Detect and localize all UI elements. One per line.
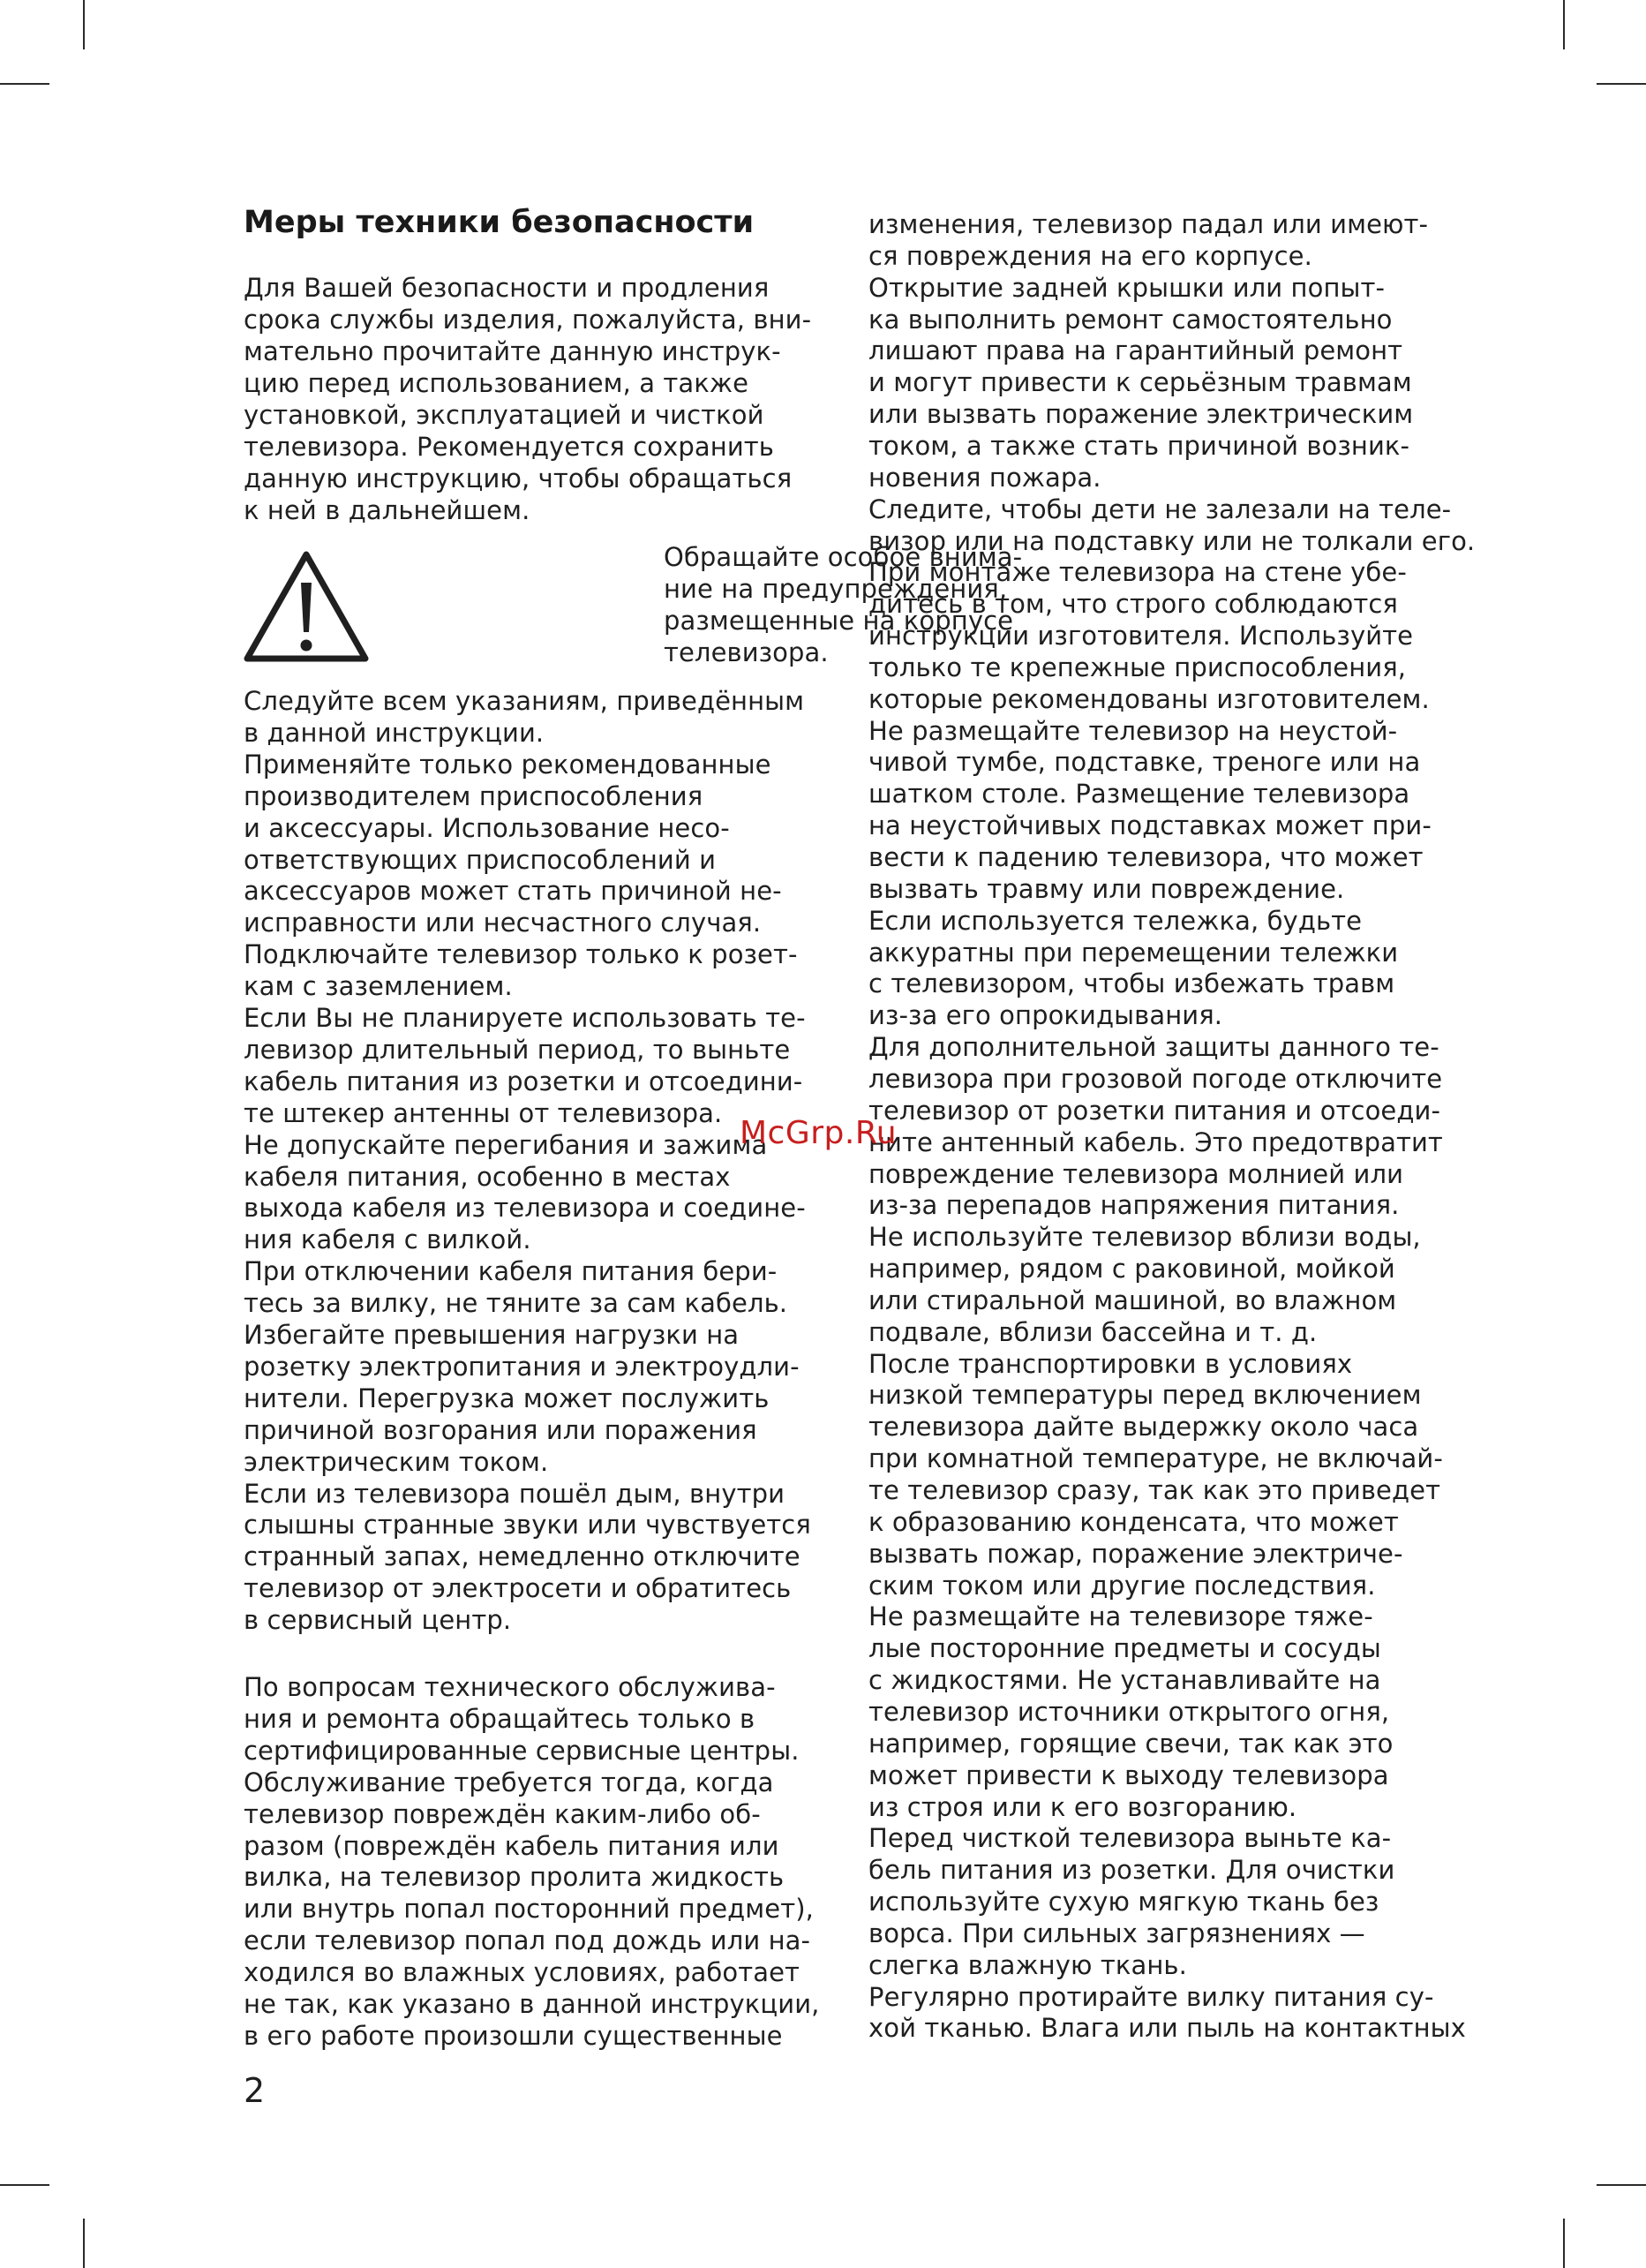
text-line: аксессуаров может стать причиной не- bbox=[244, 876, 782, 907]
text-line: визор или на подставку или не толкали его. bbox=[868, 525, 1476, 556]
text-line: Применяйте только рекомендованные bbox=[244, 749, 771, 780]
text-line: срока службы изделия, пожалуйста, вни- bbox=[244, 305, 812, 335]
crop-mark bbox=[0, 83, 49, 85]
page-number: 2 bbox=[244, 2071, 266, 2110]
text-line: телевизор повреждён каким-либо об- bbox=[244, 1798, 761, 1829]
text-line: Если из телевизора пошёл дым, внутри bbox=[244, 1478, 785, 1509]
text-line: левизора при грозовой погоде отключите bbox=[868, 1063, 1443, 1094]
text-line: изменения, телевизор падал или имеют- bbox=[868, 209, 1429, 239]
text-line: кабеля питания, особенно в местах bbox=[244, 1161, 731, 1192]
text-line: только те крепежные приспособления, bbox=[868, 652, 1407, 682]
text-line: из строя или к его возгоранию. bbox=[868, 1791, 1297, 1822]
text-line: низкой температуры перед включением bbox=[868, 1380, 1422, 1411]
text-line: из-за его опрокидывания. bbox=[868, 1000, 1223, 1031]
text-line: ся повреждения на его корпусе. bbox=[868, 240, 1312, 271]
text-line: на неустойчивых подставках может при- bbox=[868, 810, 1432, 841]
text-line: вести к падению телевизора, что может bbox=[868, 842, 1424, 872]
text-line: При отключении кабеля питания бери- bbox=[244, 1256, 778, 1287]
text-line: слегка влажную ткань. bbox=[868, 1949, 1187, 1980]
text-line: Регулярно протирайте вилку питания су- bbox=[868, 1981, 1434, 2012]
text-line: ния кабеля с вилкой. bbox=[244, 1224, 531, 1255]
text-line: ворса. При сильных загрязнениях — bbox=[868, 1918, 1365, 1948]
text-line: при комнатной температуре, не включай- bbox=[868, 1443, 1443, 1474]
text-line: повреждение телевизора молнией или bbox=[868, 1158, 1404, 1189]
text-line: хой тканью. Влага или пыль на контактных bbox=[868, 2013, 1466, 2044]
text-line: телевизор от электросети и обратитесь bbox=[244, 1573, 792, 1604]
text-line: те телевизор сразу, так как это приведет bbox=[868, 1475, 1441, 1505]
text-line: Обращайте особое внима- bbox=[664, 542, 1023, 572]
text-line: мательно прочитайте данную инструк- bbox=[244, 336, 781, 366]
text-line: цию перед использованием, а также bbox=[244, 368, 749, 398]
crop-mark bbox=[83, 2219, 85, 2268]
text-line: ходился во влажных условиях, работает bbox=[244, 1957, 800, 1988]
text-line: например, горящие свечи, так как это bbox=[868, 1728, 1394, 1759]
text-line: чивой тумбе, подставке, треноге или на bbox=[868, 747, 1421, 778]
crop-mark bbox=[1563, 0, 1565, 49]
text-line: подвале, вблизи бассейна и т. д. bbox=[868, 1316, 1318, 1347]
text-line: в данной инструкции. bbox=[244, 717, 545, 748]
text-line: вызвать травму или повреждение. bbox=[868, 873, 1345, 904]
text-line: По вопросам технического обслужива- bbox=[244, 1672, 776, 1702]
text-line: размещенные на корпусе bbox=[664, 606, 1014, 636]
crop-mark bbox=[1597, 83, 1646, 85]
text-line: слышны странные звуки или чувствуется bbox=[244, 1510, 811, 1541]
text-line: ответствующих приспособлений и bbox=[244, 844, 717, 875]
text-line: сертифицированные сервисные центры. bbox=[244, 1735, 800, 1766]
text-line: например, рядом с раковиной, мойкой bbox=[868, 1254, 1395, 1285]
text-line: Открытие задней крышки или попыт- bbox=[868, 272, 1386, 303]
text-line: ка выполнить ремонт самостоятельно bbox=[868, 304, 1393, 335]
text-line: кам с заземлением. bbox=[244, 971, 513, 1002]
text-line: не так, как указано в данной инструкции, bbox=[244, 1989, 820, 2019]
page-title: Меры техники безопасности bbox=[244, 205, 755, 240]
text-line: вилка, на телевизор пролита жидкость bbox=[244, 1862, 785, 1893]
text-line: в его работе произошли существенные bbox=[244, 2020, 783, 2051]
text-line: или стиральной машиной, во влажном bbox=[868, 1285, 1397, 1315]
text-line: тесь за вилку, не тяните за сам кабель. bbox=[244, 1288, 788, 1319]
text-line: данную инструкцию, чтобы обращаться bbox=[244, 463, 793, 494]
text-line: левизор длительный период, то выньте bbox=[244, 1034, 791, 1065]
text-line: Обслуживание требуется тогда, когда bbox=[244, 1767, 774, 1797]
crop-mark bbox=[0, 2184, 49, 2186]
text-line: новения пожара. bbox=[868, 462, 1101, 493]
text-line: Не используйте телевизор вблизи воды, bbox=[868, 1222, 1421, 1253]
text-line: Следите, чтобы дети не залезали на теле- bbox=[868, 494, 1452, 524]
text-line: аккуратны при перемещении тележки bbox=[868, 937, 1399, 968]
text-line: лые посторонние предметы и сосуды bbox=[868, 1633, 1381, 1664]
text-line: причиной возгорания или поражения bbox=[244, 1414, 757, 1445]
watermark: McGrp.Ru bbox=[740, 1115, 898, 1151]
text-line: инструкции изготовителя. Используйте bbox=[868, 621, 1414, 652]
text-line: или вызвать поражение электрическим bbox=[868, 399, 1414, 430]
text-line: шатком столе. Размещение телевизора bbox=[868, 779, 1410, 810]
crop-mark bbox=[83, 0, 85, 49]
text-line: телевизора. bbox=[664, 637, 829, 667]
text-line: производителем приспособления bbox=[244, 780, 703, 811]
text-line: телевизор источники открытого огня, bbox=[868, 1696, 1390, 1727]
text-line: с жидкостями. Не устанавливайте на bbox=[868, 1665, 1381, 1696]
text-line: бель питания из розетки. Для очистки bbox=[868, 1855, 1395, 1886]
text-line: телевизор от розетки питания и отсоеди- bbox=[868, 1095, 1441, 1126]
text-line: лишают права на гарантийный ремонт bbox=[868, 335, 1403, 366]
text-line: с телевизором, чтобы избежать травм bbox=[868, 968, 1395, 999]
text-line: те штекер антенны от телевизора. bbox=[244, 1097, 723, 1128]
text-line: Следуйте всем указаниям, приведённым bbox=[244, 686, 805, 716]
text-line: и могут привести к серьёзным травмам bbox=[868, 367, 1412, 398]
text-line: дитесь в том, что строго соблюдаются bbox=[868, 589, 1398, 620]
text-line: к ней в дальнейшем. bbox=[244, 495, 530, 525]
text-line: кабель питания из розетки и отсоедини- bbox=[244, 1066, 803, 1096]
warning-triangle-icon bbox=[242, 549, 371, 664]
text-line: установкой, эксплуатацией и чисткой bbox=[244, 400, 764, 430]
text-line: может привести к выходу телевизора bbox=[868, 1759, 1389, 1790]
text-line: ните антенный кабель. Это предотвратит bbox=[868, 1126, 1443, 1157]
text-line: из-за перепадов напряжения питания. bbox=[868, 1190, 1400, 1221]
text-line: розетку электропитания и электроудли- bbox=[244, 1351, 800, 1382]
text-line: Не размещайте телевизор на неустой- bbox=[868, 715, 1398, 746]
crop-mark bbox=[1563, 2219, 1565, 2268]
text-line: используйте сухую мягкую ткань без bbox=[868, 1887, 1379, 1918]
text-line: странный запах, немедленно отключите bbox=[244, 1541, 800, 1572]
text-line: Не размещайте на телевизоре тяже- bbox=[868, 1601, 1373, 1632]
text-line: ние на предупреждения, bbox=[664, 574, 1008, 604]
text-line: исправности или несчастного случая. bbox=[244, 908, 762, 938]
text-line: и аксессуары. Использование несо- bbox=[244, 812, 730, 843]
text-line: телевизора. Рекомендуется сохранить bbox=[244, 432, 774, 462]
text-line: если телевизор попал под дождь или на- bbox=[244, 1925, 811, 1956]
text-line: разом (повреждён кабель питания или bbox=[244, 1830, 779, 1861]
text-line: нители. Перегрузка может послужить bbox=[244, 1383, 770, 1413]
text-line: вызвать пожар, поражение электриче- bbox=[868, 1538, 1403, 1569]
text-line: ния и ремонта обращайтесь только в bbox=[244, 1703, 755, 1734]
text-line: выхода кабеля из телевизора и соедине- bbox=[244, 1193, 806, 1224]
text-line: Для дополнительной защиты данного те- bbox=[868, 1032, 1439, 1063]
text-line: Перед чисткой телевизора выньте ка- bbox=[868, 1823, 1392, 1854]
text-line: в сервисный центр. bbox=[244, 1605, 512, 1636]
text-line: к образованию конденсата, что может bbox=[868, 1506, 1399, 1537]
text-line: Если используется тележка, будьте bbox=[868, 905, 1363, 936]
text-line: После транспортировки в условиях bbox=[868, 1348, 1353, 1379]
text-line: или внутрь попал посторонний предмет), bbox=[244, 1894, 814, 1925]
crop-mark bbox=[1597, 2184, 1646, 2186]
text-line: Для Вашей безопасности и продления bbox=[244, 273, 770, 303]
text-line: которые рекомендованы изготовителем. bbox=[868, 683, 1430, 714]
text-line: При монтаже телевизора на стене убе- bbox=[868, 557, 1407, 588]
text-line: электрическим током. bbox=[244, 1446, 549, 1477]
text-line: Подключайте телевизор только к розет- bbox=[244, 939, 798, 970]
text-line: ским током или другие последствия. bbox=[868, 1570, 1376, 1601]
text-line: Избегайте превышения нагрузки на bbox=[244, 1320, 740, 1350]
text-line: телевизора дайте выдержку около часа bbox=[868, 1412, 1419, 1443]
text-line: током, а также стать причиной возник- bbox=[868, 430, 1410, 461]
text-line: Не допускайте перегибания и зажима bbox=[244, 1129, 768, 1160]
text-line: Если Вы не планируете использовать те- bbox=[244, 1003, 806, 1033]
